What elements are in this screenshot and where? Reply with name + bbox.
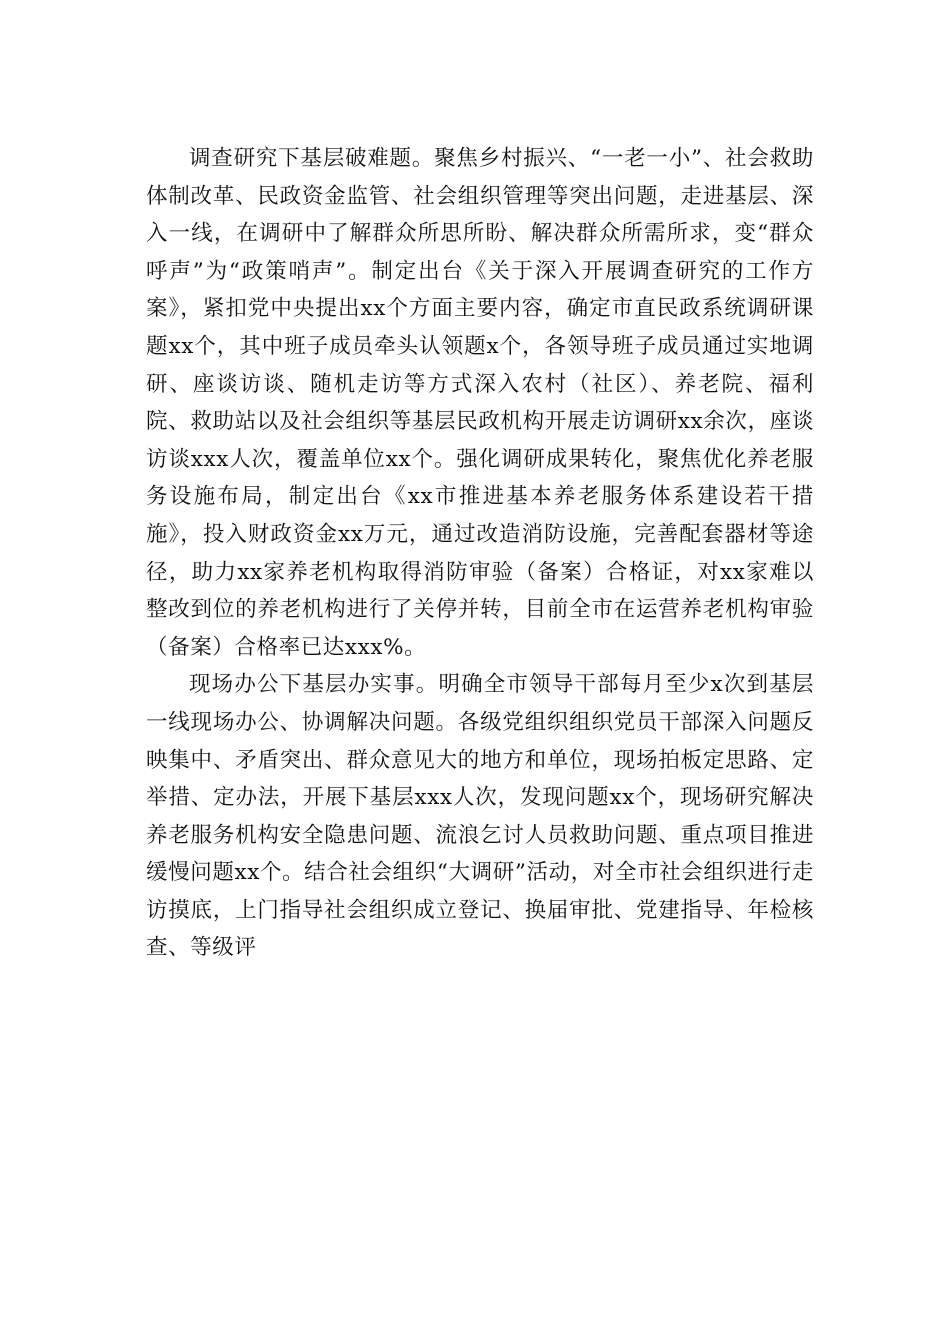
document-body	[146, 140, 814, 967]
paragraph-research: 调查研究下基层破难题。聚焦乡村振兴、“一老一小”、社会救助体制改革、民政资金监管、社会组织管理等突出问题，走进基层、深入一线，在调研中了解群众所思所盼、解决群众所需所求，变“群众呼声”为“政策哨声”。制定出台《关于深入开展调查研究的工作方案》，紧扣党中央提出xx个方面主要内容，确定市直民政系统调研课题xx个，其中班子成员牵头认领题x个，各领导班子成员通过实地调研、座谈访谈、随机走访等方式深入农村（社区）、养老院、福利院、救助站以及社会组织等基层民政机构开展走访调研xx余次，座谈访谈xxx人次，覆盖单位xx个。强化调研成果转化，聚焦优化养老服务设施布局，制定出台《xx市推进基本养老服务体系建设若干措施》，投入财政资金xx万元，通过改造消防设施，完善配套器材等途径，助力xx家养老机构取得消防审验（备案）合格证，对xx家难以整改到位的养老机构进行了关停并转，目前全市在运营养老机构审验（备案）合格率已达xxx%。	[146, 146, 814, 660]
paragraph-onsite-office: 现场办公下基层办实事。明确全市领导干部每月至少x次到基层一线现场办公、协调解决问题。各级党组织组织党员干部深入问题反映集中、矛盾突出、群众意见大的地方和单位，现场拍板定思路、定举措、定办法，开展下基层xxx人次，发现问题xx个，现场研究解决养老服务机构安全隐患问题、流浪乞讨人员救助问题、重点项目推进缓慢问题xx个。结合社会组织“大调研”活动，对全市社会组织进行走访摸底，上门指导社会组织成立登记、换届审批、党建指导、年检核查、等级评	[146, 672, 814, 961]
